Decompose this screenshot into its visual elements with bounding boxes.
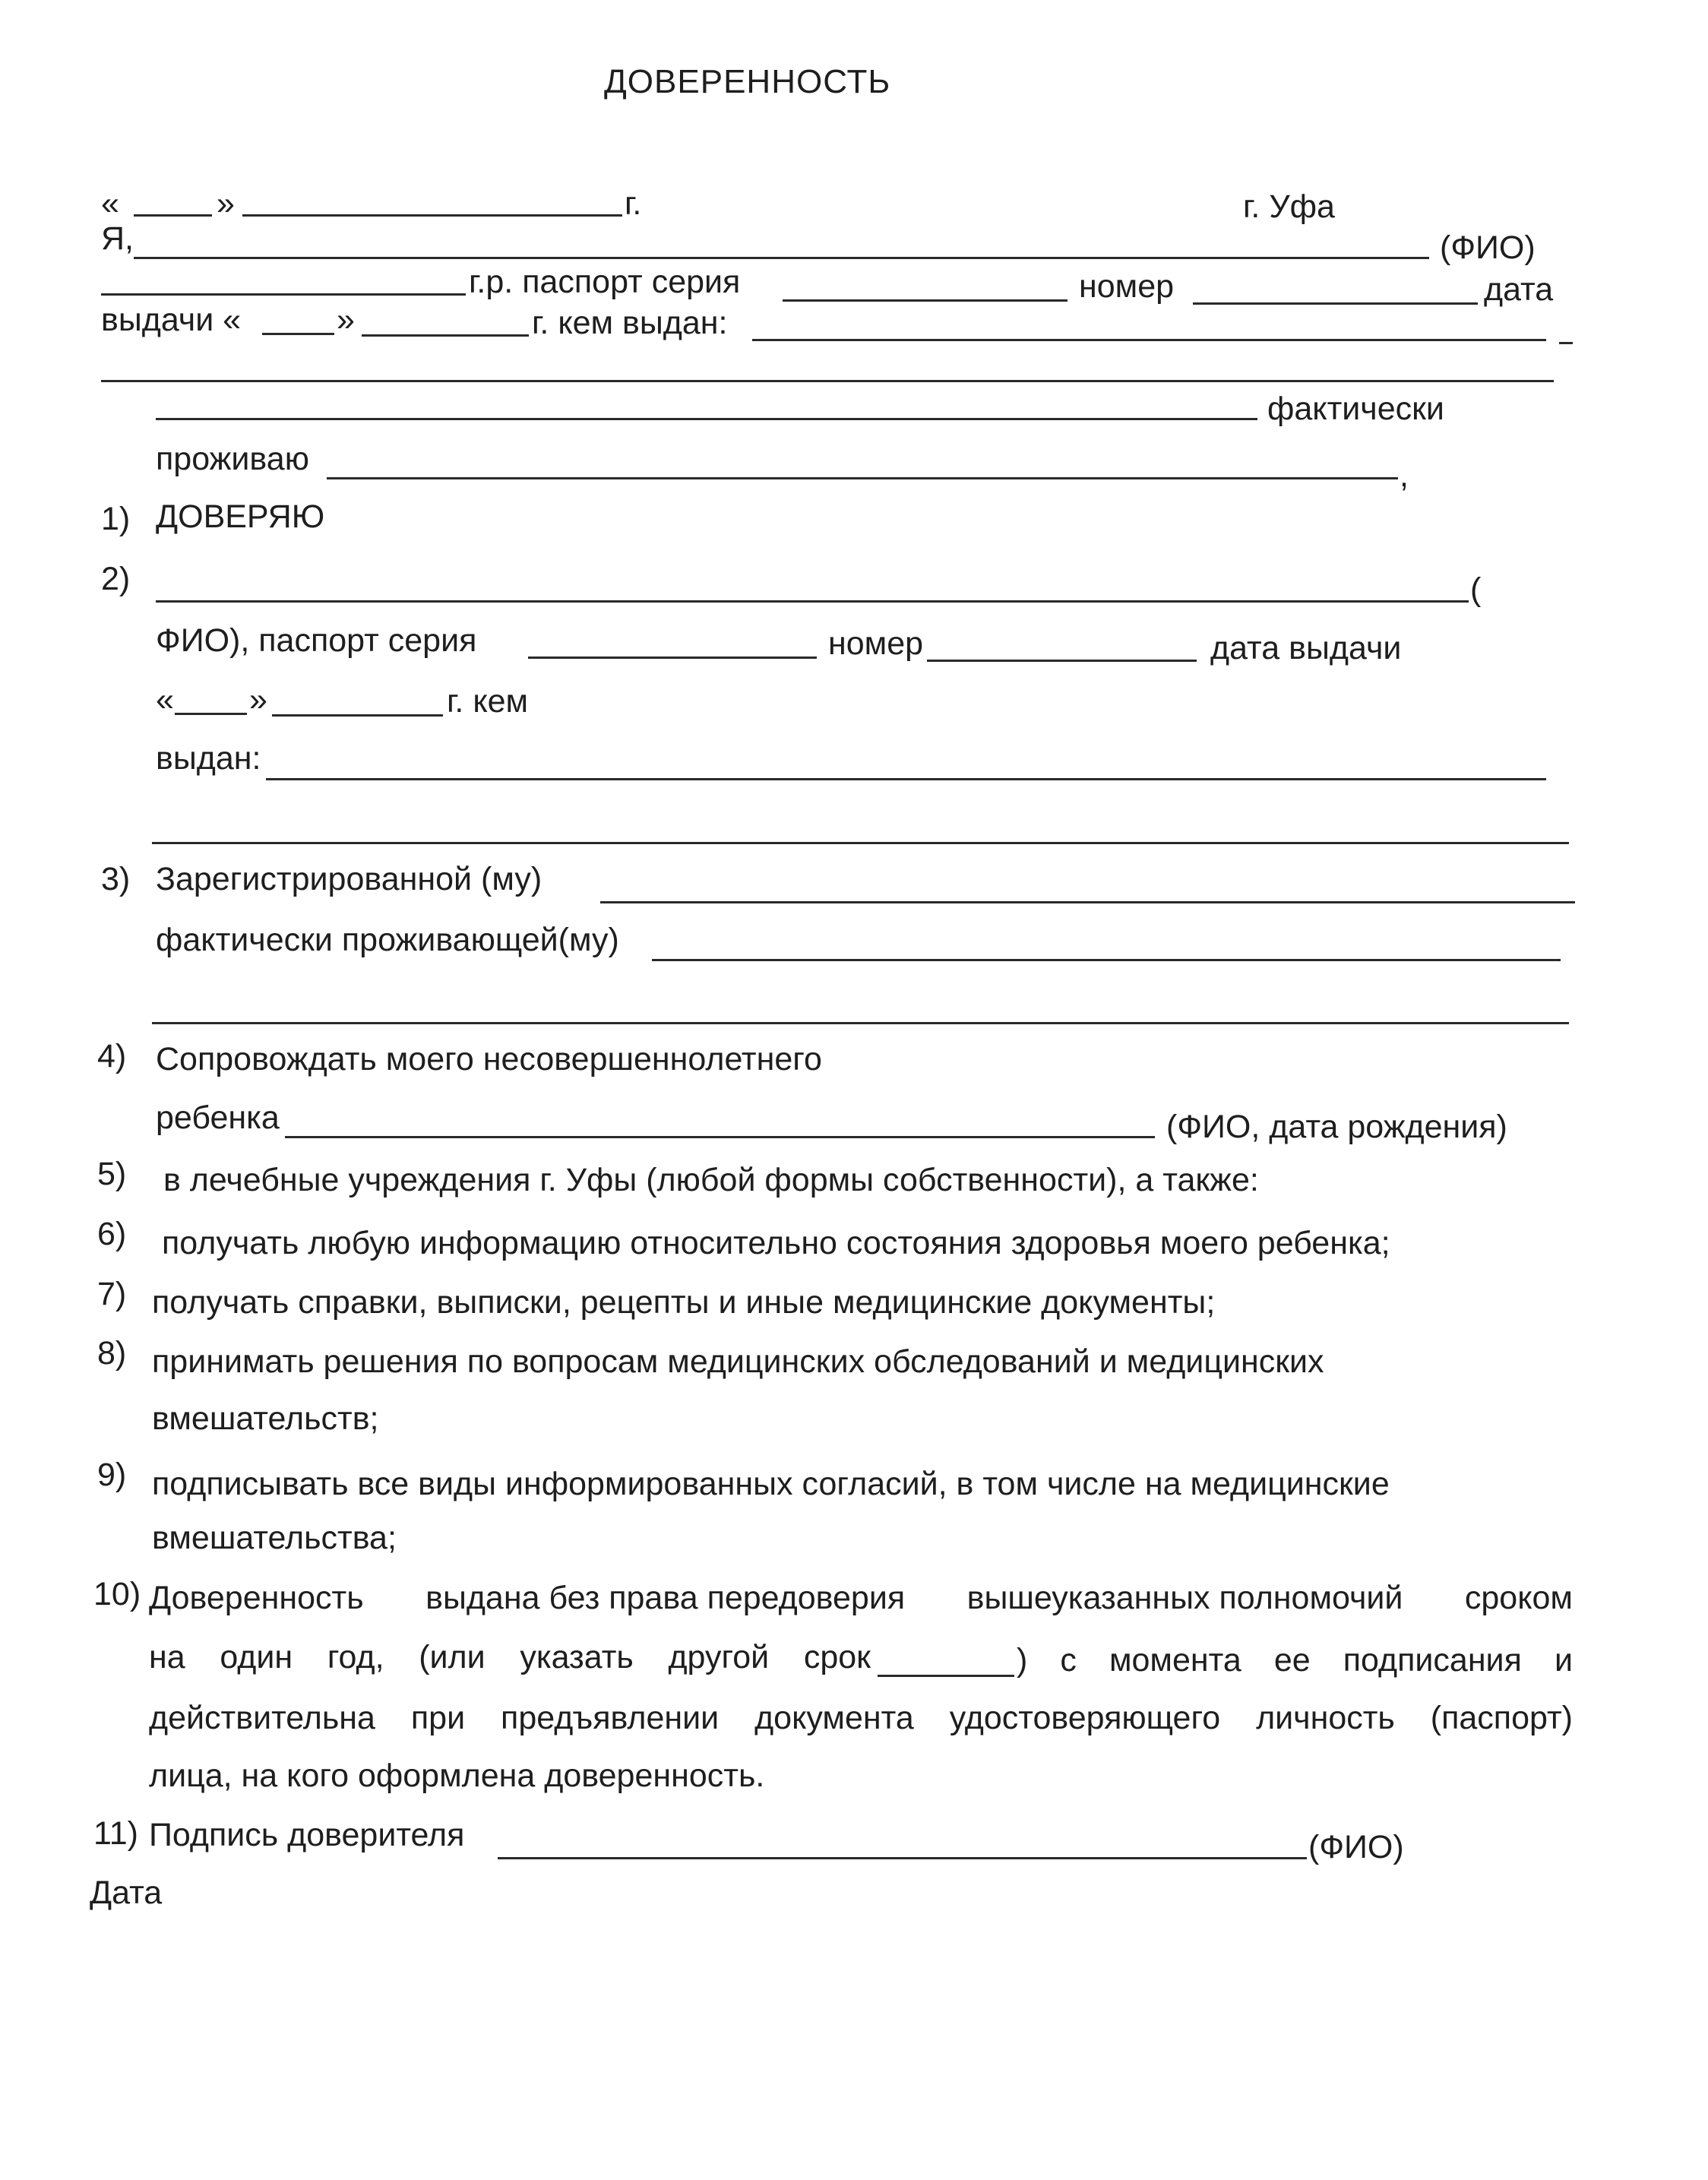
item-number-6: 6) [97,1216,127,1252]
agent-passport-series-field[interactable] [528,657,817,659]
actually-living-label: фактически проживающей(му) [156,922,619,958]
item-10-text-line-1 [149,1582,1573,1615]
item-10-word: удостоверяющего [949,1700,1221,1736]
item-9-text-line-1: подписывать все виды информированных согласий, в том числе на медицинские [152,1466,1390,1502]
date-label: Дата [90,1875,163,1911]
agent-issue-month-field[interactable] [272,714,443,717]
principal-issued-by-field-2[interactable] [101,380,1554,382]
item-10-word: вышеуказанных полномочий [966,1580,1403,1616]
item-10-word: личность [1256,1700,1395,1736]
principal-fio-field[interactable] [134,257,1429,259]
comma-mark: , [1400,457,1409,494]
item-10-word: (паспорт) [1430,1700,1573,1736]
agent-registered-field[interactable] [600,901,1575,903]
item-10-word: выдана без права передоверия [425,1580,906,1616]
item-number-4: 4) [97,1038,127,1074]
signature-field[interactable] [498,1857,1307,1859]
dash-mark [1559,342,1573,344]
item-7-text: получать справки, выписки, рецепты и иные медицинские документы; [152,1284,1216,1321]
agent-quote-open: « [156,682,174,718]
item-number-7: 7) [97,1276,127,1312]
principal-issued-by-field[interactable] [752,339,1546,341]
item-6-text: получать любую информацию относительно состояния здоровья моего ребенка; [162,1225,1390,1261]
city-label: г. Уфа [1243,188,1335,225]
item-10-word: Доверенность [149,1580,364,1616]
agent-issued-by-field-2[interactable] [152,842,1569,844]
principal-issue-day-field[interactable] [262,333,334,335]
item-number-9: 9) [97,1457,127,1493]
item-10-word: при [410,1700,466,1736]
item-10-word: сроком [1464,1580,1573,1616]
issue-quote-close: » [337,302,355,338]
principal-birth-year-field[interactable] [101,293,466,296]
item-number-10: 10) [93,1576,141,1612]
item-number-3: 3) [101,861,131,897]
item-number-8: 8) [97,1335,127,1372]
agent-living-field-2[interactable] [152,1022,1569,1024]
year-suffix: г. [625,185,642,222]
principal-issue-month-field[interactable] [362,334,529,337]
item-10-word: ) [1017,1642,1028,1679]
vydachi-label: выдачи « [101,302,242,338]
term-field[interactable] [878,1675,1014,1677]
item-10-text-line-3 [149,1702,1573,1735]
item-number-2: 2) [101,561,131,597]
birth-passport-label: г.р. паспорт серия [469,264,741,300]
item-number-5: 5) [97,1156,127,1192]
item-10-word: год, [327,1639,384,1675]
item-10-word: ее [1273,1642,1311,1679]
signature-label: Подпись доверителя [149,1817,465,1853]
item-10-word: документа [754,1700,914,1736]
agent-vydan-label: выдан: [156,740,261,777]
item-8-text-line-1: принимать решения по вопросам медицинских обследований и медицинских [152,1343,1324,1380]
day-field[interactable] [134,214,212,217]
item-10-word: и [1554,1642,1573,1679]
item-10-word: указать [520,1639,634,1675]
signature-hint: (ФИО) [1308,1829,1404,1865]
item-number-1: 1) [101,501,131,537]
child-hint: (ФИО, дата рождения) [1166,1109,1507,1145]
fakticheski-label: фактически [1267,391,1444,427]
item-10-word: другой [668,1639,770,1675]
doveryayu-label: ДОВЕРЯЮ [156,498,325,535]
item-10-word: на [149,1639,185,1675]
agent-passport-number-field[interactable] [927,660,1197,662]
item-10-word: подписания [1343,1642,1522,1679]
agent-issued-by-field[interactable] [266,778,1546,780]
agent-quote-close: » [249,682,267,718]
item-10-word: срок [803,1639,871,1675]
item-10-text-line-2-b [1017,1644,1573,1677]
document-title: ДОВЕРЕННОСТЬ [604,63,891,100]
paren-open: ( [1470,571,1482,608]
item-10-text-line-4: лица, на кого оформлена доверенность. [149,1758,765,1794]
item-10-word: один [220,1639,293,1675]
registered-label: Зарегистрированной (му) [156,861,542,897]
principal-passport-number-field[interactable] [1193,302,1478,305]
item-10-word: предъявлении [501,1700,720,1736]
item-10-word: момента [1109,1642,1241,1679]
agent-number-label: номер [828,625,924,662]
principal-fio-hint: (ФИО) [1440,229,1536,266]
date-quote-close: » [217,185,235,222]
agent-issue-day-field[interactable] [175,713,247,715]
child-label: ребенка [156,1099,280,1136]
item-9-text-line-2: вмешательства; [152,1520,397,1556]
agent-issue-date-label: дата выдачи [1210,630,1402,666]
agent-g-kem-label: г. кем [447,683,529,720]
issued-by-label: г. кем выдан: [532,305,728,341]
month-year-field[interactable] [242,214,622,217]
principal-registered-field[interactable] [156,418,1257,420]
principal-address-field[interactable] [327,477,1398,479]
item-10-word: (или [419,1639,486,1675]
principal-passport-series-field[interactable] [783,299,1068,302]
accompany-label: Сопровождать моего несовершеннолетнего [156,1041,822,1077]
item-number-11: 11) [93,1815,138,1852]
item-10-word: с [1060,1642,1077,1679]
item-8-text-line-2: вмешательств; [152,1400,379,1437]
prozhivayu-label: проживаю [156,441,309,477]
item-10-text-line-2-a [149,1641,871,1674]
principal-date-label: дата [1484,271,1554,308]
item-10-word: действительна [149,1700,375,1736]
agent-fio-field[interactable] [156,600,1469,603]
principal-number-label: номер [1079,268,1175,305]
date-quote-open: « [101,185,119,222]
ya-label: Я, [101,220,134,257]
child-fio-field[interactable] [285,1136,1155,1138]
agent-living-field[interactable] [652,959,1561,961]
agent-fio-passport-label: ФИО), паспорт серия [156,622,477,659]
item-5-text: в лечебные учреждения г. Уфы (любой формы собственности), а также: [163,1162,1259,1198]
